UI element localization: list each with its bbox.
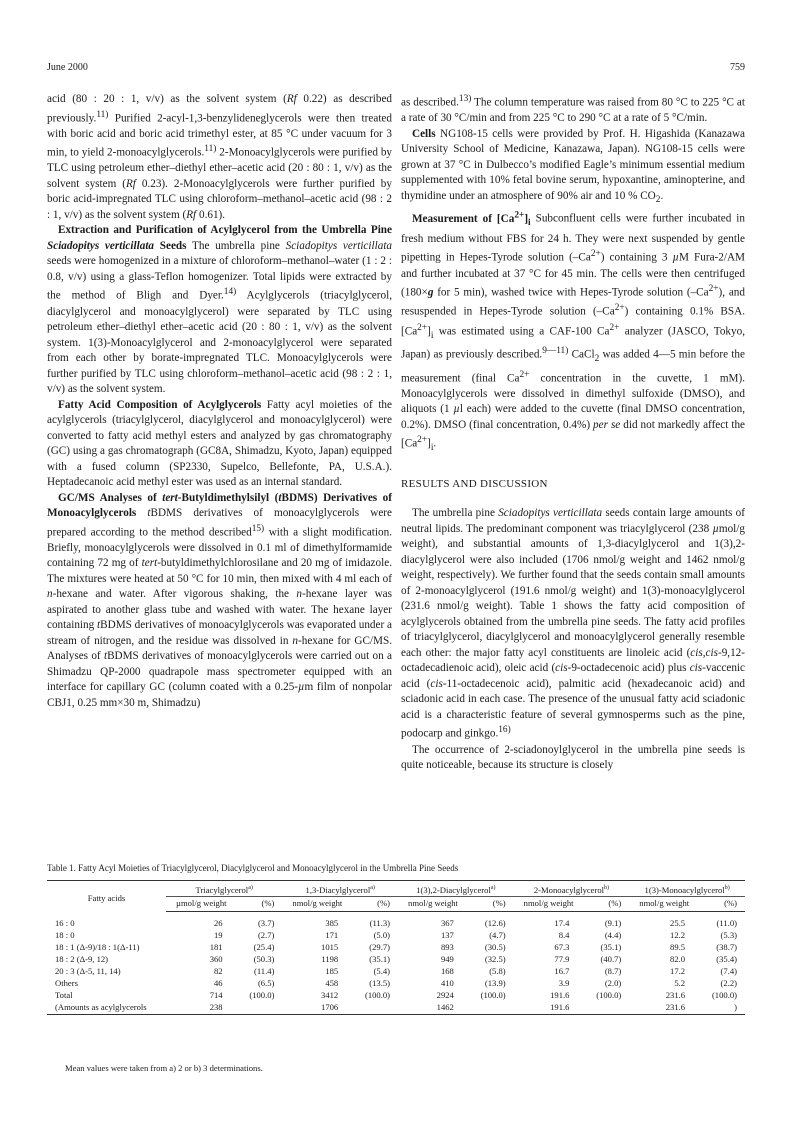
percent-cell: (100.0) [249, 990, 275, 1000]
column-group-header: 1(3)-Monoacylglycerol$^{b)}$ [629, 881, 745, 897]
value-cell: 171 [325, 930, 339, 940]
percent-cell [241, 1001, 283, 1015]
percent-header: (%) [472, 897, 514, 912]
table-row [47, 929, 745, 941]
left-text-column [47, 92, 392, 711]
percent-cell: (12.6) [484, 918, 506, 928]
value-cell: 67.3 [554, 942, 570, 952]
percent-cell [587, 1001, 629, 1015]
percent-cell: (38.7) [716, 942, 737, 952]
paragraph: Fatty Acid Composition of Acylglycerols Fatty acyl moieties of the acylglycerols (triacylglycerol, diacylglycerol and monoacylglycerol) were converted to fatty acid methyl esters and analyzed by gas chromatography (GC) using a gas chromatograph (GC8A, Shimadzu, Kyoto, Japan) equipped with a fused column (SP2330, Supelco, Bellefonte, PA, U.S.A.). Heptadecanoic acid methyl ester was used as an internal standard. [47, 398, 392, 489]
paragraph: Cells NG108-15 cells were provided by Prof. H. Higashida (Kanazawa University School of Medicine, Kanazawa, Japan). NG108-15 cells were grown at 37 °C in Dulbecco’s modified Eagle’s minimum essential medium supplemented with 10% fetal bovine serum, hypoxantine, aminopterine, and thymidine under an atmosphere of 90% air and 10 % $CO_2$. [401, 127, 745, 205]
paragraph: acid (80 : 20 : 1, v/v) as the solvent system (Rf 0.22) as described previously.$^{11)}$ Purified 2-acyl-1,3-benzylideneglycerols were then treated with boric acid and boric acid trimethyl ester, at 85 °C under vacuum for 3 min, to yield 2-monoacylglycerols.$^{11)}$ 2-Monoacylglycerols were purified by TLC using petroleum ether–diethyl ether–acetic acid (20 : 80 : 1, v/v) as the solvent system (Rf 0.23). 2-Monoacylglycerols were further purified by boric acid-impregnated TLC using chloroform–methanol–acetic acid (98 : 2 : 1, v/v) as the solvent system (Rf 0.61). [47, 93, 393, 221]
table-row [47, 1001, 745, 1015]
value-cell: 26 [214, 918, 223, 928]
percent-cell: (5.3) [720, 930, 737, 940]
percent-cell: (29.7) [369, 942, 391, 952]
percent-cell: (32.5) [484, 954, 506, 964]
value-cell: 410 [440, 978, 454, 988]
percent-cell: (2.7) [257, 930, 275, 940]
table-row [47, 912, 745, 930]
percent-cell: (40.7) [600, 954, 622, 964]
value-cell: 1706 [282, 1001, 356, 1015]
percent-cell [356, 1001, 398, 1015]
value-cell: 185 [325, 966, 339, 976]
fatty-acid-label: 18 : 2 (Δ-9, 12) [55, 954, 109, 964]
unit-header: nmol/g weight [629, 897, 703, 912]
percent-cell: (11.3) [369, 918, 391, 928]
page-number: 759 [730, 62, 745, 73]
percent-cell: (100.0) [480, 990, 506, 1000]
paragraph: as described.$^{13)}$ The column temperature was raised from 80 °C to 225 °C at a rate of 30 °C/min and from 225 °C to 290 °C at a rate of 5 °C/min. [401, 94, 745, 125]
percent-cell: (8.7) [604, 966, 622, 976]
percent-header: (%) [587, 897, 629, 912]
percent-cell: (5.4) [373, 966, 391, 976]
percent-cell: (4.7) [489, 930, 506, 940]
percent-cell: (11.0) [716, 918, 737, 928]
section-heading: RESULTS AND DISCUSSION [401, 477, 548, 490]
fatty-acid-label: 16 : 0 [55, 917, 75, 928]
value-cell: 82 [214, 966, 223, 976]
paragraph: Measurement of $[Ca^{2+}]_i$ Subconfluent cells were further incubated in fresh medium without FBS for 24 h. They were next suspended by gentle pipetting in Hepes-Tyrode solution $(-Ca^{2+})$ containing 3 µM Fura-2/AM and further incubated at 37 °C for 45 min. The cells were then centrifuged (180×g for 5 min), washed twice with Hepes-Tyrode solution $(-Ca^{2+})$, and resuspended in Hepes-Tyrode solution $(-Ca^{2+})$ containing 0.1% BSA. $[Ca^{2+}]_i$ was estimated using a CAF-100 $Ca^{2+}$ analyzer (JASCO, Tokyo, Japan) as previously described.$^{9—11)}$ CaCl$_2$ was added 4—5 min before the measurement (final $Ca^{2+}$ concentration in the cuvette, 1 mM). Monoacylglycerols were dissolved in dimethyl sulfoxide (DMSO), and aliquots (1 µl each) were added to the cuvette (final DMSO concentration, 0.2%). DMSO (final concentration, 0.4%) per se did not markedly affect the $[Ca^{2+}]_i$. [401, 210, 746, 454]
value-cell: 137 [440, 930, 454, 940]
percent-header: (%) [356, 897, 398, 912]
value-cell: 238 [166, 1001, 241, 1015]
percent-cell: (7.4) [720, 966, 737, 976]
value-cell: 25.5 [670, 918, 686, 928]
percent-cell: (2.0) [604, 978, 622, 988]
table-row [47, 941, 745, 953]
percent-cell: (25.4) [253, 942, 275, 952]
percent-cell: (30.5) [484, 942, 506, 952]
percent-cell: (4.4) [604, 930, 622, 940]
table-group-header-row [47, 881, 745, 897]
percent-cell: (3.7) [257, 918, 275, 928]
value-cell: 191.6 [550, 990, 570, 1000]
percent-cell: (100.0) [711, 990, 737, 1000]
fatty-acid-label: Total [55, 990, 73, 1000]
table-caption: Table 1. Fatty Acyl Moieties of Triacylglycerol, Diacylglycerol and Monoacylglycerol in the Umbrella Pine Seeds [47, 863, 459, 873]
percent-cell: (9.1) [604, 918, 622, 928]
value-cell: 5.2 [674, 978, 686, 988]
value-cell: 231.6 [665, 990, 686, 1000]
percent-cell: (35.1) [600, 942, 622, 952]
percent-header: (%) [241, 897, 283, 912]
value-cell: 168 [440, 966, 454, 976]
value-cell: 16.7 [554, 966, 570, 976]
table-footnote: Mean values were taken from a) 2 or b) 3 determinations. [65, 1063, 263, 1073]
percent-cell: (5.8) [489, 966, 506, 976]
value-cell: 89.5 [670, 942, 686, 952]
percent-cell: (13.5) [369, 978, 391, 988]
percent-cell: (50.3) [253, 954, 275, 964]
table-row [47, 989, 745, 1001]
value-cell: 17.2 [670, 966, 686, 976]
right-text-column [401, 92, 745, 774]
column-group-header: 1,3-Diacylglycerol$^{a)}$ [282, 881, 398, 897]
value-cell: 19 [214, 930, 223, 940]
value-cell: 12.2 [670, 930, 686, 940]
value-cell: 191.6 [514, 1001, 588, 1015]
paragraph: The occurrence of 2-sciadonoylglycerol in the umbrella pine seeds is quite noticeable, because its structure is closely [401, 743, 745, 772]
fatty-acid-label: Others [55, 978, 78, 988]
value-cell: 1015 [321, 942, 339, 952]
value-cell: 385 [325, 918, 339, 928]
paragraph: GC/MS Analyses of tert-Butyldimethylsilyl (tBDMS) Derivatives of Monoacylglycerols tBDMS derivatives of monoacylglycerols were prepared according to the method described$^{15)}$ with a slight modification. Briefly, monoacylglycerols were dissolved in 0.1 ml of dimethylformamide containing 72 mg of tert-butyldimethylchlorosilane and 20 mg of imidazole. The mixtures were heated at 50 °C for 10 min, then mixed with 4 ml each of n-hexane and water. After vigorous shaking, the n-hexane layer was aspirated to another glass tube and washed with water. The hexane layer containing tBDMS derivatives of monoacylglycerols was evaporated under a stream of nitrogen, and the residue was dissolved in n-hexane for GC/MS. Analyses of tBDMS derivatives of monoacylglycerols were carried out on a Shimadzu QP-2000 quadrapole mass spectrometer equipped with an interface for capillary GC (column coated with a 0.25-µm film of nonpolar CBJ1, 0.25 mm×30 m, Shimadzu) [47, 491, 393, 709]
value-cell: 458 [325, 978, 339, 988]
value-cell: 3412 [321, 990, 339, 1000]
fatty-acid-label: (Amounts as acylglycerols [47, 1001, 166, 1015]
table-row [47, 977, 745, 989]
unit-header: nmol/g weight [514, 897, 588, 912]
value-cell: 231.6 [629, 1001, 703, 1015]
value-cell: 1462 [398, 1001, 472, 1015]
value-cell: 714 [209, 990, 223, 1000]
column-group-header: 2-Monoacylglycerol$^{b)}$ [514, 881, 630, 897]
value-cell: 893 [440, 942, 454, 952]
value-cell: 367 [440, 918, 454, 928]
value-cell: 77.9 [554, 954, 570, 964]
value-cell: 360 [209, 954, 223, 964]
percent-cell: (5.0) [373, 930, 391, 940]
value-cell: 3.9 [558, 978, 570, 988]
value-cell: 17.4 [554, 918, 570, 928]
paragraph: The umbrella pine Sciadopitys verticillata seeds contain large amounts of neutral lipids. The predominant component was triacylglycerol (238 µmol/g weight), and substantial amounts of 1,3-diacylglycerol and 1(3),2-diacylglycerol were also included (1706 nmol/g weight and 1462 nmol/g weight, respectively). We further found that the seeds contain small amounts of 2-monoacylglycerol (191.6 nmol/g weight) and 1(3)-monoacylglycerol (231.6 nmol/g weight). Table 1 shows the fatty acid composition of acylglycerols obtained from the umbrella pine seeds. The fatty acid profiles of triacylglycerol, diacylglycerol and monoacylglycerol generally resemble each other: the major fatty acyl constituents are linoleic acid (cis,cis-9,12-octadecadienoic acid), oleic acid (cis-9-octadecenoic acid) plus cis-vaccenic acid (cis-11-octadecenoic acid), palmitic acid (hexadecanoic acid) and sciadonic acid in each case. The presence of the unusual fatty acid sciadonic acid is a characteristic feature of several gymnosperms such as the pine, podocarp and ginkgo.$^{16)}$ [401, 507, 746, 741]
unit-header: nmol/g weight [282, 897, 356, 912]
value-cell: 1198 [321, 954, 339, 964]
percent-cell: (35.1) [369, 954, 391, 964]
fatty-acid-label: 18 : 1 (Δ-9)/18 : 1(Δ-11) [55, 942, 140, 952]
value-cell: 46 [214, 978, 223, 988]
percent-cell: ) [703, 1001, 745, 1015]
value-cell: 949 [440, 954, 454, 964]
fatty-acid-label: 20 : 3 (Δ-5, 11, 14) [55, 966, 121, 976]
percent-cell: (100.0) [364, 990, 391, 1000]
fatty-acid-table [47, 880, 745, 1015]
fatty-acid-label: 18 : 0 [55, 930, 75, 940]
unit-header: µmol/g weight [166, 897, 241, 912]
table-row [47, 965, 745, 977]
value-cell: 82.0 [670, 954, 686, 964]
percent-cell: (6.5) [257, 978, 275, 988]
unit-header: nmol/g weight [398, 897, 472, 912]
percent-cell: (35.4) [716, 954, 737, 964]
percent-cell [472, 1001, 514, 1015]
column-group-header: Triacylglycerol$^{a)}$ [166, 881, 282, 897]
value-cell: 2924 [436, 990, 454, 1000]
table-row [47, 953, 745, 965]
percent-cell: (13.9) [484, 978, 506, 988]
value-cell: 181 [209, 942, 223, 952]
row-header: Fatty acids [47, 881, 166, 912]
percent-cell: (2.2) [720, 978, 737, 988]
percent-cell: (11.4) [253, 966, 275, 976]
paragraph: Extraction and Purification of Acylglycerol from the Umbrella Pine Sciadopitys verticillata Seeds The umbrella pine Sciadopitys verticillata seeds were homogenized in a mixture of chloroform–methanol–water (1 : 2 : 0.8, v/v) using a glass-Teflon homogenizer. Total lipids were extracted by the method of Bligh and Dyer.$^{14)}$ Acylglycerols (triacylglycerol, diacylglycerol and monoacylglycerol) were separated by TLC using petroleum ether–diethyl ether–acetic acid (20 : 80 : 1, v/v) as the solvent system. 1(3)-Monoacylglycerol and 2-monoacylglycerol were separated from each other by borate-impregnated TLC. Monoacylglycerols were further purified by TLC using chloroform–methanol–acetic acid (98 : 2 : 1, v/v) as the solvent system. [47, 224, 393, 396]
running-header-date: June 2000 [47, 62, 88, 73]
value-cell: 8.4 [558, 930, 570, 940]
column-group-header: 1(3),2-Diacylglycerol$^{a)}$ [398, 881, 514, 897]
percent-header: (%) [703, 897, 745, 912]
percent-cell: (100.0) [596, 990, 622, 1000]
